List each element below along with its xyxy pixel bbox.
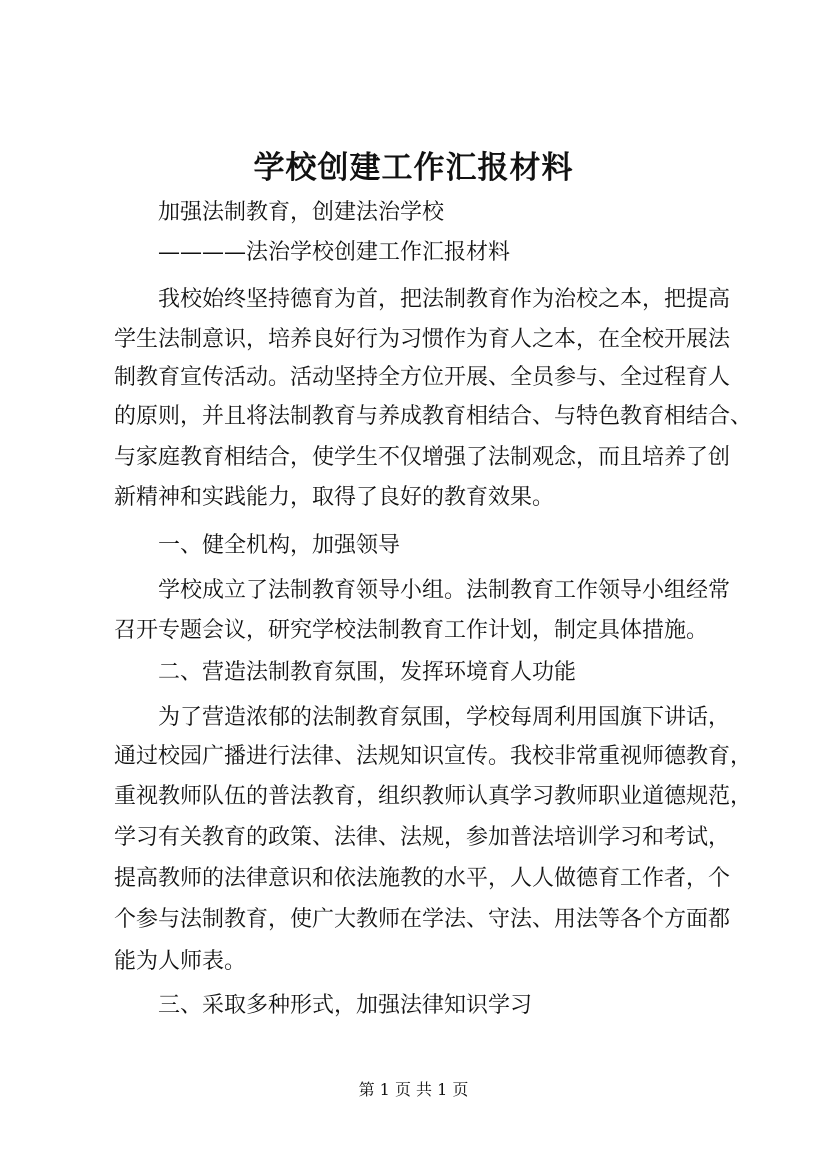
paragraph-line: 为了营造浓郁的法制教育氛围，学校每周利用国旗下讲话， xyxy=(158,705,731,730)
paragraph-line: 重视教师队伍的普法教育，组织教师认真学习教师职业道德规范， xyxy=(114,784,753,809)
paragraph-line: 通过校园广播进行法律、法规知识宣传。我校非常重视师德教育， xyxy=(114,744,753,769)
paragraph-line: 新精神和实践能力，取得了良好的教育效果。 xyxy=(114,485,555,510)
paragraph-line: 能为人师表。 xyxy=(114,949,247,974)
section-heading: 二、营造法制教育氛围，发挥环境育人功能 xyxy=(158,660,577,685)
paragraph-line: 制教育宣传活动。活动坚持全方位开展、全员参与、全过程育人 xyxy=(114,365,731,390)
section-heading: 三、采取多种形式，加强法律知识学习 xyxy=(158,993,533,1018)
paragraph-line: 学校成立了法制教育领导小组。法制教育工作领导小组经常 xyxy=(158,578,731,603)
paragraph-line: 的原则，并且将法制教育与养成教育相结合、与特色教育相结合、 xyxy=(114,404,753,429)
subtitle: 加强法制教育，创建法治学校 xyxy=(158,200,445,225)
section-heading: 一、健全机构，加强领导 xyxy=(158,533,401,558)
subtitle-secondary: ————法治学校创建工作汇报材料 xyxy=(158,240,511,265)
paragraph-line: 我校始终坚持德育为首，把法制教育作为治校之本，把提高 xyxy=(158,287,731,312)
paragraph-line: 提高教师的法律意识和依法施教的水平，人人做德育工作者，个 xyxy=(114,866,731,891)
paragraph-line: 个参与法制教育，使广大教师在学法、守法、用法等各个方面都 xyxy=(114,907,731,932)
paragraph-line: 学习有关教育的政策、法律、法规，参加普法培训学习和考试， xyxy=(114,825,731,850)
page-footer: 第 1 页 共 1 页 xyxy=(358,1080,469,1099)
paragraph-line: 召开专题会议，研究学校法制教育工作计划，制定具体措施。 xyxy=(114,618,709,643)
document-title: 学校创建工作汇报材料 xyxy=(253,150,574,186)
paragraph-line: 与家庭教育相结合，使学生不仅增强了法制观念，而且培养了创 xyxy=(114,445,731,470)
paragraph-line: 学生法制意识，培养良好行为习惯作为育人之本，在全校开展法 xyxy=(114,327,731,352)
